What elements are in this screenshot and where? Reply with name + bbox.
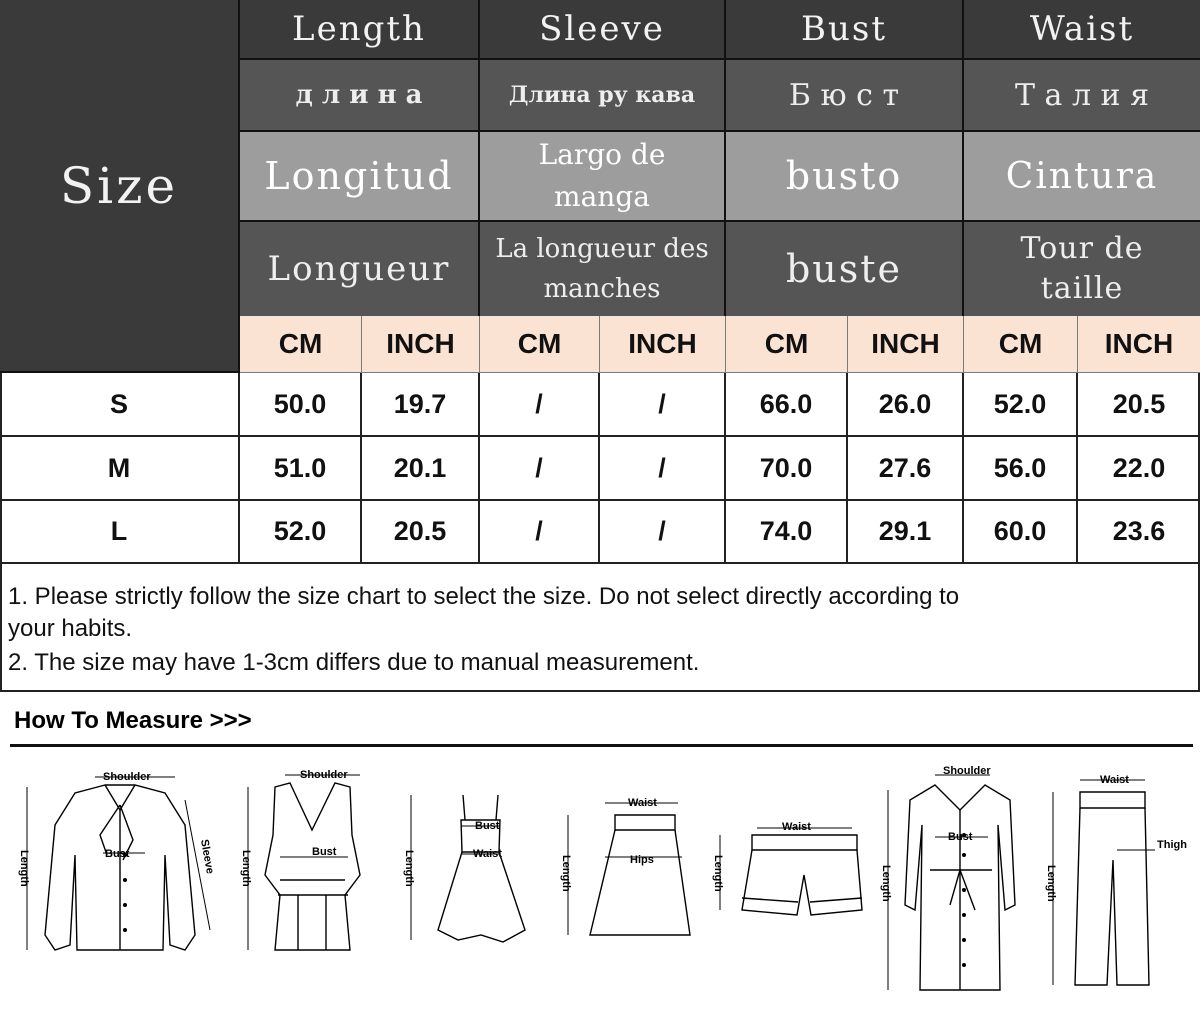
shorts-waist-label: Waist: [782, 821, 811, 833]
skirt-length-label: Length: [560, 855, 572, 892]
unit-cell: INCH: [600, 316, 726, 373]
table-cell: 19.7: [362, 373, 480, 437]
unit-cell: CM: [480, 316, 600, 373]
header-bust-fr: buste: [726, 222, 964, 316]
table-cell: 66.0: [726, 373, 848, 437]
table-cell: 20.5: [362, 501, 480, 564]
coat-figure: [880, 765, 1035, 995]
header-waist-es: Cintura: [964, 132, 1200, 222]
header-sleeve-fr: La longueur des manches: [480, 222, 726, 316]
shirt-shoulder-label: Shoulder: [103, 771, 151, 783]
table-cell: /: [480, 501, 600, 564]
unit-cell: CM: [240, 316, 362, 373]
shirt-sleeve-label: Sleeve: [198, 838, 216, 875]
table-cell: /: [480, 373, 600, 437]
header-length-ru: д л и н а: [240, 60, 480, 132]
shirt-length-label: Length: [18, 850, 30, 887]
table-cell: 27.6: [848, 437, 964, 501]
header-waist-ru: Т а л и я: [964, 60, 1200, 132]
note-line: your habits.: [8, 615, 133, 642]
vest-length-label: Length: [240, 850, 252, 887]
table-cell: 20.5: [1078, 373, 1200, 437]
header-bust-en: Bust: [726, 0, 964, 60]
unit-cell: INCH: [362, 316, 480, 373]
header-waist-fr: Tour de taille: [964, 222, 1200, 316]
table-cell: 29.1: [848, 501, 964, 564]
table-cell: /: [600, 501, 726, 564]
table-cell: 22.0: [1078, 437, 1200, 501]
table-cell: 20.1: [362, 437, 480, 501]
unit-cell: CM: [726, 316, 848, 373]
pants-waist-label: Waist: [1100, 774, 1129, 786]
note-line: 1. Please strictly follow the size chart to select the size. Do not select directly according to: [8, 583, 960, 610]
vest-figure: [240, 765, 385, 965]
table-cell: /: [480, 437, 600, 501]
size-header: Size: [0, 0, 240, 373]
dress-length-label: Length: [403, 850, 415, 887]
header-length-en: Length: [240, 0, 480, 60]
header-bust-es: busto: [726, 132, 964, 222]
unit-cell: CM: [964, 316, 1078, 373]
note-line: 2. The size may have 1-3cm differs due to manual measurement.: [8, 649, 700, 676]
size-cell: M: [0, 437, 240, 501]
size-cell: S: [0, 373, 240, 437]
table-cell: /: [600, 373, 726, 437]
unit-cell: INCH: [848, 316, 964, 373]
coat-length-label: Length: [880, 865, 892, 902]
table-cell: /: [600, 437, 726, 501]
shorts-figure: [712, 810, 867, 925]
size-cell: L: [0, 501, 240, 564]
table-cell: 52.0: [240, 501, 362, 564]
table-cell: 51.0: [240, 437, 362, 501]
dress-waist-label: Waist: [473, 848, 502, 860]
table-cell: 60.0: [964, 501, 1078, 564]
table-cell: 50.0: [240, 373, 362, 437]
skirt-hips-label: Hips: [630, 854, 654, 866]
table-cell: 74.0: [726, 501, 848, 564]
how-to-measure-title: How To Measure >>>: [14, 707, 252, 734]
dress-figure: [403, 790, 543, 955]
skirt-figure: [560, 795, 695, 950]
table-cell: 52.0: [964, 373, 1078, 437]
header-sleeve-es: Largo de manga: [480, 132, 726, 222]
pants-length-label: Length: [1045, 865, 1057, 902]
vest-shoulder-label: Shoulder: [300, 769, 348, 781]
coat-shoulder-label: Shoulder: [943, 765, 991, 777]
pants-figure: [1045, 770, 1195, 995]
header-bust-ru: Б ю с т: [726, 60, 964, 132]
table-cell: 70.0: [726, 437, 848, 501]
how-to-measure-rule: [10, 744, 1193, 747]
table-cell: 56.0: [964, 437, 1078, 501]
table-cell: 23.6: [1078, 501, 1200, 564]
dress-bust-label: Bust: [475, 820, 500, 832]
pants-thigh-label: Thigh: [1157, 839, 1187, 851]
table-cell: 26.0: [848, 373, 964, 437]
header-length-fr: Longueur: [240, 222, 480, 316]
header-sleeve-en: Sleeve: [480, 0, 726, 60]
shirt-figure: [15, 765, 220, 965]
coat-bust-label: Bust: [948, 831, 973, 843]
header-waist-en: Waist: [964, 0, 1200, 60]
shorts-length-label: Length: [712, 855, 724, 892]
skirt-waist-label: Waist: [628, 797, 657, 809]
unit-cell: INCH: [1078, 316, 1200, 373]
header-length-es: Longitud: [240, 132, 480, 222]
shirt-bust-label: Bust: [105, 848, 130, 860]
header-sleeve-ru: Длина ру кава: [480, 60, 726, 132]
vest-bust-label: Bust: [312, 846, 337, 858]
